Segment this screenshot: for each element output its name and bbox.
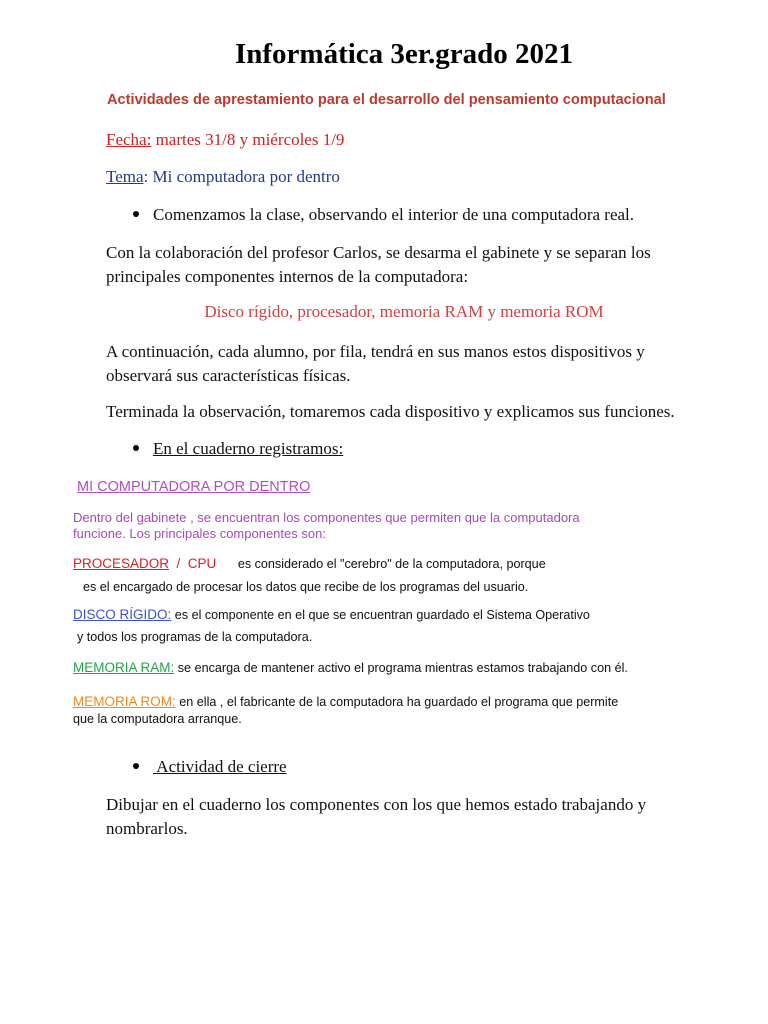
processor-text-1: es considerado el "cerebro" de la computadora, porque bbox=[237, 557, 546, 571]
rom-label: MEMORIA ROM: bbox=[73, 694, 176, 709]
topic-value: : Mi computadora por dentro bbox=[143, 167, 340, 186]
processor-text-2: es el encargado de procesar los datos que recibe de los programas del usuario. bbox=[83, 580, 529, 594]
subtitle: Actividades de aprestamiento para el desarrollo del pensamiento computacional bbox=[107, 92, 666, 108]
date-line bbox=[106, 130, 344, 150]
ram-text: se encarga de mantener activo el programa mientras estamos trabajando con él. bbox=[174, 661, 628, 675]
date-label: Fecha: bbox=[106, 130, 152, 149]
topic-line bbox=[106, 167, 340, 187]
bullet-item-3-text: Actividad de cierre bbox=[153, 757, 287, 776]
bullet-item-3 bbox=[133, 757, 287, 777]
date-value: martes 31/8 y miércoles 1/9 bbox=[151, 130, 345, 149]
paragraph-1: Con la colaboración del profesor Carlos, se desarma el gabinete y se separan los principales componentes internos de la computadora: bbox=[106, 243, 651, 286]
notebook-intro: Dentro del gabinete , se encuentran los componentes que permiten que la computadora funcione. Los principales componentes son: bbox=[73, 510, 580, 541]
bullet-item-1-text: Comenzamos la clase, observando el interior de una computadora real. bbox=[153, 205, 635, 224]
bullet-icon bbox=[133, 211, 139, 217]
bullet-icon bbox=[133, 445, 139, 451]
disk-text-1: es el componente en el que se encuentran guardado el Sistema Operativo bbox=[171, 608, 590, 622]
bullet-item-2 bbox=[133, 439, 343, 459]
ram-line bbox=[73, 660, 628, 675]
bullet-item-1 bbox=[133, 205, 634, 225]
rom-text-1: en ella , el fabricante de la computadora ha guardado el programa que permite bbox=[175, 695, 619, 709]
topic-label: Tema bbox=[106, 167, 144, 186]
processor-slash: / bbox=[176, 556, 181, 571]
bullet-item-2-text: En el cuaderno registramos: bbox=[153, 439, 344, 458]
rom-text-2: que la computadora arranque. bbox=[73, 712, 242, 726]
components-list: Disco rígido, procesador, memoria RAM y memoria ROM bbox=[204, 302, 604, 321]
paragraph-4: Dibujar en el cuaderno los componentes con los que hemos estado trabajando y nombrarlos. bbox=[106, 795, 647, 838]
disk-label: DISCO RÍGIDO: bbox=[73, 607, 172, 622]
disk-text-2: y todos los programas de la computadora. bbox=[77, 630, 313, 644]
cpu-label: CPU bbox=[187, 556, 217, 571]
disk-line-1 bbox=[73, 607, 590, 622]
paragraph-2: A continuación, cada alumno, por fila, tendrá en sus manos estos dispositivos y observará sus características físicas. bbox=[106, 342, 645, 385]
rom-line-1 bbox=[73, 694, 618, 709]
notebook-heading: MI COMPUTADORA POR DENTRO bbox=[77, 479, 311, 495]
processor-label: PROCESADOR bbox=[73, 556, 170, 571]
ram-label: MEMORIA RAM: bbox=[73, 660, 175, 675]
processor-line-1 bbox=[73, 556, 546, 571]
bullet-icon bbox=[133, 763, 139, 769]
page-title: Informática 3er.grado 2021 bbox=[234, 38, 574, 70]
paragraph-3: Terminada la observación, tomaremos cada dispositivo y explicamos sus funciones. bbox=[106, 402, 675, 421]
